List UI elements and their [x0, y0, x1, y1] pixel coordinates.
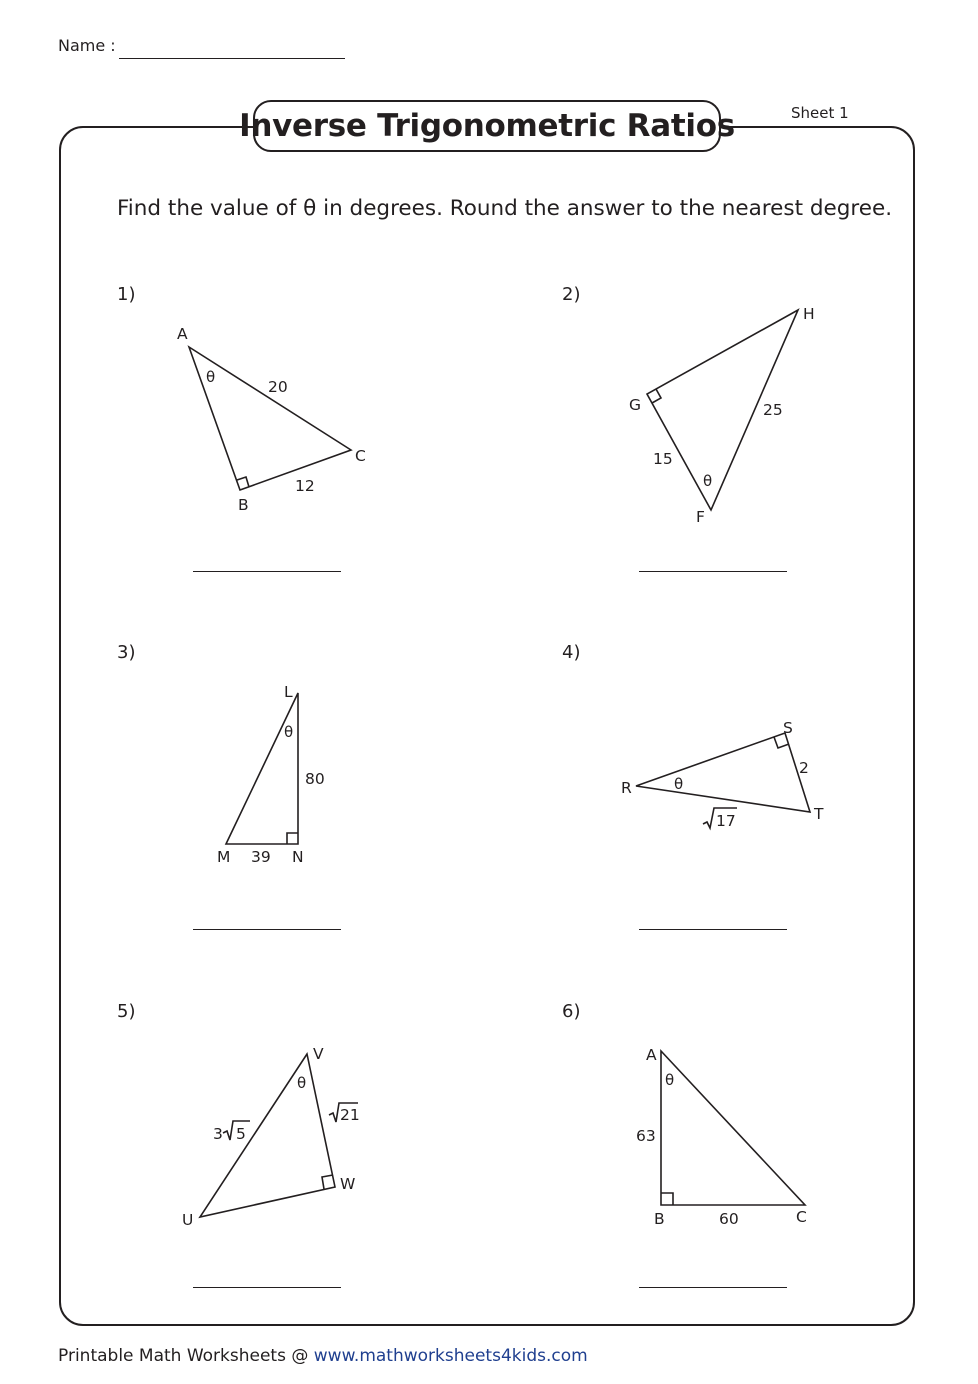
vertex-label-5-v: V [313, 1045, 324, 1063]
vertex-label-4-r: R [621, 779, 632, 797]
side-label-3-adj: 80 [305, 770, 325, 788]
instruction-text: Find the value of θ in degrees. Round the answer to the nearest degree. [117, 196, 893, 221]
vertex-label-5-u: U [182, 1211, 194, 1229]
side-label-5-coefficient: 3 [213, 1125, 223, 1143]
side-label-5-opp-radicand: 21 [340, 1106, 360, 1124]
answer-line-1[interactable] [193, 571, 341, 572]
side-label-3-opp: 39 [251, 848, 271, 866]
side-label-6-adj: 63 [636, 1127, 656, 1145]
vertex-label-1-a: A [177, 325, 188, 343]
side-label-1-opp: 12 [295, 477, 315, 495]
side-label-4-hyp-radicand: 17 [716, 812, 736, 830]
problem-1-number: 1) [117, 284, 136, 305]
triangle-3 [226, 693, 298, 844]
right-angle-mark-6 [661, 1193, 673, 1205]
problem-3-number: 3) [117, 642, 136, 663]
problem-2-number: 2) [562, 284, 581, 305]
vertex-label-1-b: B [238, 496, 249, 514]
footer-prefix: Printable Math Worksheets @ [58, 1346, 314, 1366]
answer-line-2[interactable] [639, 571, 787, 572]
vertex-label-2-f: F [696, 508, 705, 526]
name-label: Name : [58, 36, 116, 55]
side-label-2-hyp: 25 [763, 401, 783, 419]
angle-label-1: θ [206, 368, 216, 386]
problem-4-number: 4) [562, 642, 581, 663]
vertex-label-3-l: L [284, 683, 293, 701]
vertex-label-5-w: W [340, 1175, 356, 1193]
side-label-1-hyp: 20 [268, 378, 288, 396]
footer-link[interactable]: www.mathworksheets4kids.com [313, 1346, 588, 1366]
angle-label-5: θ [297, 1074, 307, 1092]
vertex-label-1-c: C [355, 447, 366, 465]
answer-line-6[interactable] [639, 1287, 787, 1288]
vertex-label-3-n: N [292, 848, 304, 866]
vertex-label-3-m: M [217, 848, 231, 866]
angle-label-4: θ [674, 775, 684, 793]
vertex-label-6-c: C [796, 1208, 807, 1226]
vertex-label-6-b: B [654, 1210, 665, 1228]
vertex-label-4-s: S [783, 719, 793, 737]
vertex-label-4-t: T [814, 805, 824, 823]
triangle-6 [661, 1051, 805, 1205]
triangle-4 [636, 733, 810, 812]
problem-6-number: 6) [562, 1001, 581, 1022]
side-label-6-opp: 60 [719, 1210, 739, 1228]
side-label-5-hyp-radicand: 5 [236, 1125, 246, 1143]
right-angle-mark-3 [287, 833, 298, 844]
vertex-label-2-h: H [803, 305, 815, 323]
answer-line-5[interactable] [193, 1287, 341, 1288]
answer-line-4[interactable] [639, 929, 787, 930]
side-label-2-adj: 15 [653, 450, 673, 468]
angle-label-6: θ [665, 1071, 675, 1089]
problem-5-number: 5) [117, 1001, 136, 1022]
angle-label-2: θ [703, 472, 713, 490]
angle-label-3: θ [284, 723, 294, 741]
footer [58, 1346, 588, 1366]
vertex-label-6-a: A [646, 1046, 657, 1064]
title-text: Inverse Trigonometric Ratios [239, 108, 735, 144]
sheet-label: Sheet 1 [791, 104, 849, 122]
side-label-4-opp: 2 [799, 759, 809, 777]
answer-line-3[interactable] [193, 929, 341, 930]
vertex-label-2-g: G [629, 396, 642, 414]
right-angle-mark-5 [322, 1175, 333, 1189]
